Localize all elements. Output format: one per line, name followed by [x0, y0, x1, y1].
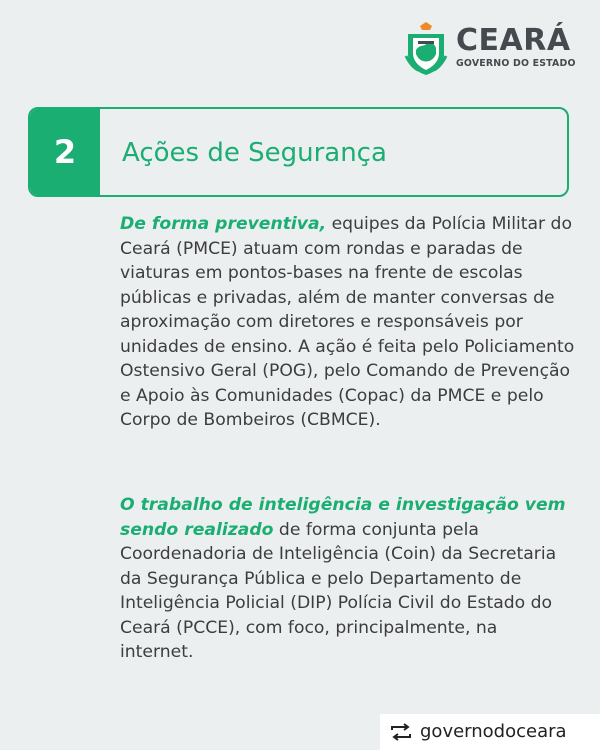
repost-credit[interactable]	[380, 714, 600, 750]
logo-subtitle: GOVERNO DO ESTADO	[456, 58, 576, 69]
paragraph-text: de forma conjunta pela Coordenadoria de Inteligência (Coin) da Secretaria da Segurança Pública e pelo Departamento de Inteligência Policial (DIP) Polícia Civil do Estado do Ceará (PCCE), com foco, principalmente, na internet.	[120, 519, 557, 662]
ceara-crest-icon	[404, 20, 448, 76]
repost-username[interactable]: governodoceara	[420, 721, 567, 742]
section-title: Ações de Segurança	[122, 138, 387, 168]
section-number-box	[30, 109, 100, 195]
paragraph-highlight: O trabalho de inteligência e investigação vem sendo realizado	[120, 495, 566, 540]
repost-icon	[390, 723, 412, 741]
section-number: 2	[53, 133, 77, 171]
paragraph-text: equipes da Polícia Militar do Ceará (PMCE) atuam com rondas e paradas de viaturas em pontos-bases na frente de escolas públicas e privadas, além de manter conversas de aproximação com diretores e responsáveis por unidades de ensino. A ação é feita pelo Policiamento Ostensivo Geral (POG), pelo Comando de Prevenção e Apoio às Comunidades (Copac) da PMCE e pelo Corpo de Bombeiros (CBMCE).	[120, 214, 575, 430]
paragraph-highlight: De forma preventiva,	[120, 214, 327, 234]
logo-title: CEARÁ	[456, 23, 571, 58]
section-header	[28, 107, 569, 197]
paragraph-intelligence	[120, 493, 575, 665]
paragraph-preventive	[120, 212, 575, 433]
governo-ceara-logo	[404, 20, 584, 76]
